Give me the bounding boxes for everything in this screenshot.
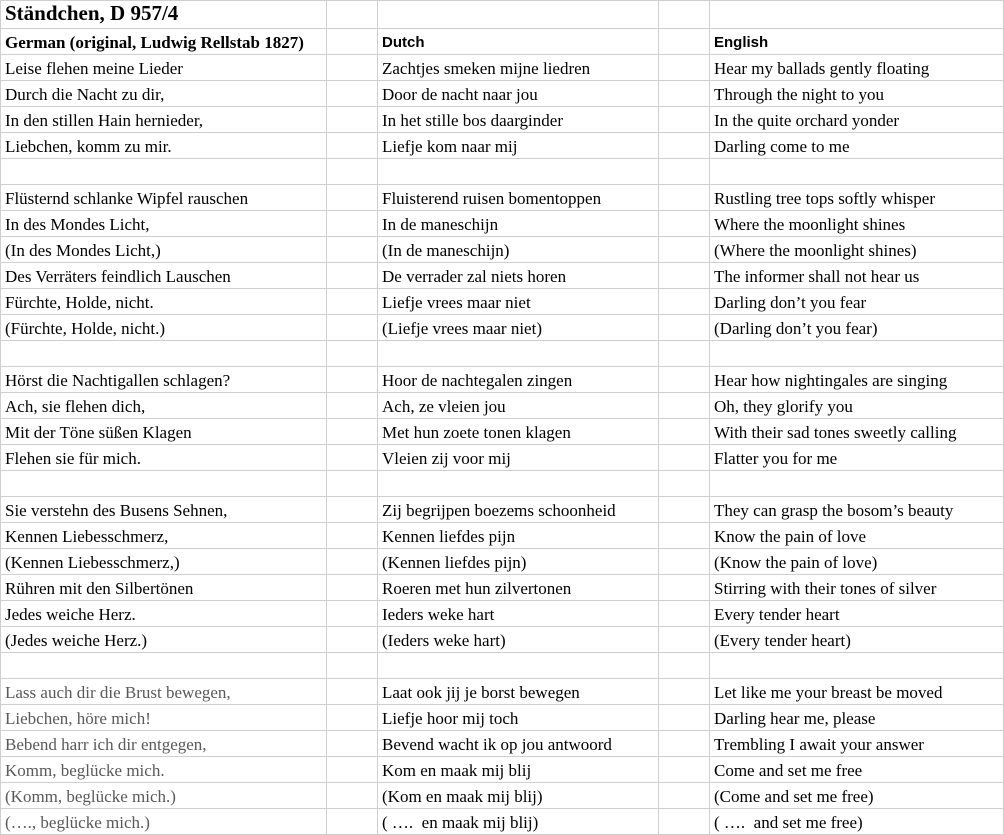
cell-german[interactable]: Fürchte, Holde, nicht. [1,289,327,315]
spacer-cell[interactable] [659,81,710,107]
cell-german[interactable]: (Kennen Liebesschmerz,) [1,549,327,575]
cell-english[interactable]: (Darling don’t you fear) [710,315,1004,341]
spacer-cell[interactable] [659,133,710,159]
cell-english[interactable]: (Come and set me free) [710,783,1004,809]
spacer-cell[interactable] [659,471,710,497]
cell-german[interactable]: Liebchen, komm zu mir. [1,133,327,159]
cell-dutch[interactable] [378,341,659,367]
spacer-cell[interactable] [327,523,378,549]
cell-dutch[interactable]: Door de nacht naar jou [378,81,659,107]
cell-english[interactable]: Trembling I await your answer [710,731,1004,757]
spacer-cell[interactable] [659,29,710,55]
cell-english[interactable] [710,159,1004,185]
spacer-cell[interactable] [659,731,710,757]
spacer-cell[interactable] [327,419,378,445]
spacer-cell[interactable] [327,549,378,575]
spacer-cell[interactable] [659,679,710,705]
table-row [1,263,1004,289]
table-row [1,237,1004,263]
column-header-dutch[interactable]: Dutch [378,29,659,55]
table-row [1,601,1004,627]
cell-dutch[interactable]: Liefje hoor mij toch [378,705,659,731]
table-row [1,757,1004,783]
spacer-cell[interactable] [327,731,378,757]
table-row [1,81,1004,107]
spacer-cell[interactable] [659,445,710,471]
cell-german[interactable]: Lass auch dir die Brust bewegen, [1,679,327,705]
spacer-cell[interactable] [659,237,710,263]
cell-english[interactable]: Every tender heart [710,601,1004,627]
cell-german[interactable]: Rühren mit den Silbertönen [1,575,327,601]
cell-dutch[interactable]: (Liefje vrees maar niet) [378,315,659,341]
cell-english[interactable] [710,341,1004,367]
cell-german[interactable]: In des Mondes Licht, [1,211,327,237]
cell-english[interactable]: In the quite orchard yonder [710,107,1004,133]
cell-german[interactable]: (Jedes weiche Herz.) [1,627,327,653]
cell-german[interactable]: Bebend harr ich dir entgegen, [1,731,327,757]
cell-german[interactable] [1,653,327,679]
page-title[interactable]: Ständchen, D 957/4 [1,1,327,29]
cell-dutch[interactable]: Roeren met hun zilvertonen [378,575,659,601]
spacer-cell[interactable] [327,757,378,783]
spacer-cell[interactable] [327,29,378,55]
spacer-cell[interactable] [327,653,378,679]
spacer-cell[interactable] [327,1,378,29]
table-row [1,133,1004,159]
spacer-cell[interactable] [659,367,710,393]
spacer-cell[interactable] [327,55,378,81]
cell-english[interactable]: Know the pain of love [710,523,1004,549]
cell-dutch[interactable]: Laat ook jij je borst bewegen [378,679,659,705]
cell-english[interactable]: Stirring with their tones of silver [710,575,1004,601]
table-row [1,783,1004,809]
cell-english[interactable]: They can grasp the bosom’s beauty [710,497,1004,523]
spacer-cell[interactable] [659,575,710,601]
cell-dutch[interactable]: Liefje kom naar mij [378,133,659,159]
cell-german[interactable]: Hörst die Nachtigallen schlagen? [1,367,327,393]
blank-row [1,471,1004,497]
cell-english[interactable]: Hear my ballads gently floating [710,55,1004,81]
cell-dutch[interactable] [378,653,659,679]
title-row [1,1,1004,29]
spacer-cell[interactable] [327,705,378,731]
spacer-cell[interactable] [327,783,378,809]
table-row [1,107,1004,133]
cell-dutch[interactable]: In de maneschijn [378,211,659,237]
spacer-cell[interactable] [659,653,710,679]
cell-english[interactable]: ( …. and set me free) [710,809,1004,835]
spacer-cell[interactable] [659,393,710,419]
cell-dutch[interactable]: Liefje vrees maar niet [378,289,659,315]
cell-english[interactable] [710,653,1004,679]
cell-german[interactable]: Flehen sie für mich. [1,445,327,471]
table-row [1,627,1004,653]
table-row [1,419,1004,445]
spacer-cell[interactable] [659,107,710,133]
cell-german[interactable] [1,341,327,367]
cell-german[interactable]: Jedes weiche Herz. [1,601,327,627]
spacer-cell[interactable] [327,627,378,653]
spacer-cell[interactable] [327,289,378,315]
cell-german[interactable]: Komm, beglücke mich. [1,757,327,783]
table-row [1,731,1004,757]
spacer-cell[interactable] [327,81,378,107]
table-row [1,575,1004,601]
spacer-cell[interactable] [327,497,378,523]
cell-english[interactable]: The informer shall not hear us [710,263,1004,289]
cell-dutch[interactable] [378,159,659,185]
spacer-cell[interactable] [327,809,378,835]
blank-row [1,653,1004,679]
cell-german[interactable]: Sie verstehn des Busens Sehnen, [1,497,327,523]
spacer-cell[interactable] [327,107,378,133]
table-row [1,809,1004,835]
spacer-cell[interactable] [659,211,710,237]
cell-english[interactable]: Come and set me free [710,757,1004,783]
spacer-cell[interactable] [378,1,659,29]
cell-german[interactable]: (…., beglücke mich.) [1,809,327,835]
spacer-cell[interactable] [327,263,378,289]
cell-dutch[interactable]: (In de maneschijn) [378,237,659,263]
cell-english[interactable]: Darling don’t you fear [710,289,1004,315]
header-row [1,29,1004,55]
cell-german[interactable]: Durch die Nacht zu dir, [1,81,327,107]
table-row [1,393,1004,419]
cell-german[interactable]: (Fürchte, Holde, nicht.) [1,315,327,341]
spacer-cell[interactable] [327,445,378,471]
spacer-cell[interactable] [659,705,710,731]
cell-dutch[interactable]: Zij begrijpen boezems schoonheid [378,497,659,523]
spacer-cell[interactable] [659,341,710,367]
cell-german[interactable] [1,159,327,185]
cell-english[interactable]: Hear how nightingales are singing [710,367,1004,393]
spacer-cell[interactable] [659,783,710,809]
cell-english[interactable]: (Where the moonlight shines) [710,237,1004,263]
spacer-cell[interactable] [659,497,710,523]
table-row [1,705,1004,731]
cell-german[interactable]: Ach, sie flehen dich, [1,393,327,419]
cell-dutch[interactable]: De verrader zal niets horen [378,263,659,289]
table-row [1,289,1004,315]
cell-dutch[interactable]: (Kennen liefdes pijn) [378,549,659,575]
cell-dutch[interactable]: Ieders weke hart [378,601,659,627]
blank-row [1,159,1004,185]
spacer-cell[interactable] [659,289,710,315]
cell-german[interactable]: Kennen Liebesschmerz, [1,523,327,549]
spacer-cell[interactable] [327,159,378,185]
cell-german[interactable] [1,471,327,497]
cell-german[interactable]: Leise flehen meine Lieder [1,55,327,81]
cell-dutch[interactable]: Ach, ze vleien jou [378,393,659,419]
column-header-german[interactable]: German (original, Ludwig Rellstab 1827) [1,29,327,55]
spacer-cell[interactable] [659,523,710,549]
cell-german[interactable]: (In des Mondes Licht,) [1,237,327,263]
cell-german[interactable]: Mit der Töne süßen Klagen [1,419,327,445]
cell-english[interactable] [710,471,1004,497]
table-row [1,679,1004,705]
cell-dutch[interactable]: (Kom en maak mij blij) [378,783,659,809]
spacer-cell[interactable] [659,601,710,627]
spacer-cell[interactable] [710,1,1004,29]
cell-english[interactable]: Let like me your breast be moved [710,679,1004,705]
cell-dutch[interactable]: Fluisterend ruisen bomentoppen [378,185,659,211]
cell-german[interactable]: (Komm, beglücke mich.) [1,783,327,809]
spacer-cell[interactable] [327,393,378,419]
spacer-cell[interactable] [659,627,710,653]
spacer-cell[interactable] [327,471,378,497]
table-row [1,523,1004,549]
cell-dutch[interactable] [378,471,659,497]
table-row [1,367,1004,393]
spacer-cell[interactable] [327,237,378,263]
cell-dutch[interactable]: Met hun zoete tonen klagen [378,419,659,445]
cell-english[interactable]: Darling come to me [710,133,1004,159]
table-row [1,55,1004,81]
cell-dutch[interactable]: ( …. en maak mij blij) [378,809,659,835]
cell-english[interactable]: Flatter you for me [710,445,1004,471]
cell-english[interactable]: (Know the pain of love) [710,549,1004,575]
spacer-cell[interactable] [327,211,378,237]
table-row [1,497,1004,523]
column-header-english[interactable]: English [710,29,1004,55]
spacer-cell[interactable] [327,185,378,211]
cell-english[interactable]: Where the moonlight shines [710,211,1004,237]
table-row [1,315,1004,341]
spacer-cell[interactable] [327,341,378,367]
spacer-cell[interactable] [659,159,710,185]
cell-dutch[interactable]: Hoor de nachtegalen zingen [378,367,659,393]
cell-dutch[interactable]: Zachtjes smeken mijne liedren [378,55,659,81]
cell-dutch[interactable]: Vleien zij voor mij [378,445,659,471]
cell-dutch[interactable]: In het stille bos daarginder [378,107,659,133]
spacer-cell[interactable] [327,679,378,705]
table-row [1,549,1004,575]
table-row [1,185,1004,211]
cell-english[interactable]: Darling hear me, please [710,705,1004,731]
spacer-cell[interactable] [327,575,378,601]
spacer-cell[interactable] [327,367,378,393]
spacer-cell[interactable] [659,757,710,783]
spacer-cell[interactable] [659,419,710,445]
spacer-cell[interactable] [327,601,378,627]
cell-german[interactable]: Liebchen, höre mich! [1,705,327,731]
cell-dutch[interactable]: Bevend wacht ik op jou antwoord [378,731,659,757]
spacer-cell[interactable] [659,185,710,211]
cell-english[interactable]: Rustling tree tops softly whisper [710,185,1004,211]
cell-english[interactable]: With their sad tones sweetly calling [710,419,1004,445]
lyrics-rows [1,55,1004,835]
table-row [1,211,1004,237]
cell-german[interactable]: Des Verräters feindlich Lauschen [1,263,327,289]
spacer-cell[interactable] [659,315,710,341]
spacer-cell[interactable] [659,809,710,835]
spacer-cell[interactable] [659,1,710,29]
cell-english[interactable]: Through the night to you [710,81,1004,107]
spacer-cell[interactable] [327,133,378,159]
table-row [1,445,1004,471]
cell-dutch[interactable]: Kom en maak mij blij [378,757,659,783]
cell-dutch[interactable]: (Ieders weke hart) [378,627,659,653]
cell-english[interactable]: Oh, they glorify you [710,393,1004,419]
blank-row [1,341,1004,367]
spacer-cell[interactable] [659,55,710,81]
spacer-cell[interactable] [327,315,378,341]
spacer-cell[interactable] [659,263,710,289]
cell-english[interactable]: (Every tender heart) [710,627,1004,653]
cell-german[interactable]: Flüsternd schlanke Wipfel rauschen [1,185,327,211]
spacer-cell[interactable] [659,549,710,575]
cell-german[interactable]: In den stillen Hain hernieder, [1,107,327,133]
cell-dutch[interactable]: Kennen liefdes pijn [378,523,659,549]
